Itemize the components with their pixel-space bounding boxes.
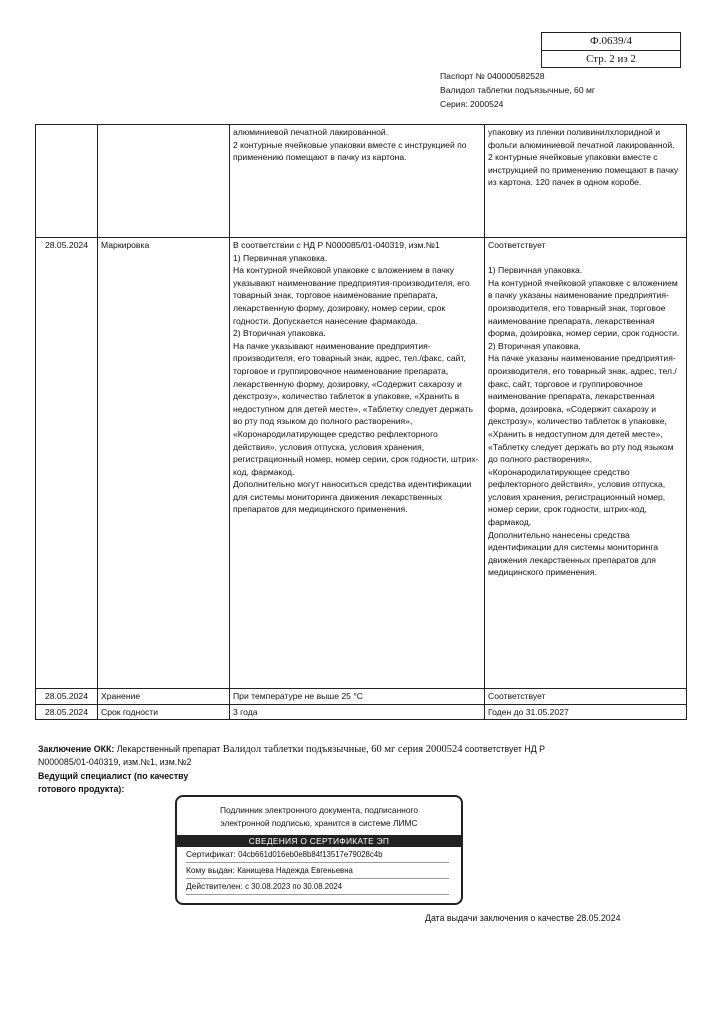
row-name: Срок годности bbox=[98, 704, 230, 720]
passport-product: Валидол таблетки подъязычные, 60 мг bbox=[440, 85, 596, 95]
row-date bbox=[36, 125, 98, 238]
row-date: 28.05.2024 bbox=[36, 689, 98, 705]
stamp-original-note: Подлинник электронного документа, подписанного электронной подписью, хранится в системе ЛИМС bbox=[219, 805, 419, 828]
stamp-header: СВЕДЕНИЯ О СЕРТИФИКАТЕ ЭП bbox=[177, 835, 461, 847]
row-name: Маркировка bbox=[98, 238, 230, 689]
row-date: 28.05.2024 bbox=[36, 704, 98, 720]
conclusion-text-before: Лекарственный препарат bbox=[116, 744, 221, 754]
stamp-issued-to bbox=[186, 863, 449, 879]
row-result: упаковку из пленки поливинилхлоридной и фольги алюминиевой печатной лакированной. 2 контурные ячейковые упаковки вместе с инструкцией по применению помещают в пачку из картона. 120 пачек в одном коробе. bbox=[485, 125, 687, 238]
conclusion-label: Заключение ОКК: bbox=[38, 744, 115, 754]
row-result: Годен до 31.05.2027 bbox=[485, 704, 687, 720]
row-requirement: алюминиевой печатной лакированной. 2 контурные ячейковые упаковки вместе с инструкцией по применению помещают в пачку из картона. bbox=[230, 125, 485, 238]
table-row bbox=[36, 689, 687, 705]
conclusion bbox=[38, 743, 598, 769]
valid-label: Действителен: bbox=[186, 881, 243, 891]
row-name bbox=[98, 125, 230, 238]
specialist-label: Ведущий специалист (по качеству готового продукта): bbox=[38, 771, 189, 794]
issued-label: Кому выдан: bbox=[186, 865, 235, 875]
conclusion-product: Валидол таблетки подъязычные, 60 мг серия 2000524 bbox=[222, 744, 463, 755]
passport-info bbox=[440, 69, 595, 111]
conclusion-text-after: соответствует НД Р N000085/01-040319, изм.№1, изм.№2 bbox=[38, 744, 546, 767]
passport-number: Паспорт № 040000582528 bbox=[440, 71, 545, 81]
electronic-signature-stamp bbox=[175, 795, 463, 905]
row-result: Соответствует bbox=[485, 689, 687, 705]
valid-value: с 30.08.2023 по 30.08.2024 bbox=[245, 882, 343, 891]
row-requirement: При температуре не выше 25 °С bbox=[230, 689, 485, 705]
form-code: Ф.0639/4 bbox=[590, 35, 632, 47]
certificate-label: Сертификат: bbox=[186, 849, 236, 859]
row-date: 28.05.2024 bbox=[36, 238, 98, 689]
row-name: Хранение bbox=[98, 689, 230, 705]
passport-series: Серия: 2000524 bbox=[440, 99, 504, 109]
stamp-validity bbox=[186, 879, 449, 895]
issue-date: Дата выдачи заключения о качестве 28.05.2024 bbox=[425, 913, 621, 923]
row-requirement: В соответствии с НД Р N000085/01-040319, изм.№1 1) Первичная упаковка. На контурной ячейковой упаковке с вложением в пачку указывают наименование предприятия-производителя, его товарный знак, торговое наименование препарата, лекарственную форму, дозировку, номер серии, срок годности. Допускается нанесение фармакода. 2) Вторичная упаковка. На пачке указывают наименование предприятия-производителя, его товарный знак, адрес, тел./факс, сайт, торговое и группировочное наименование препарата, лекарственную форму, дозировку, «Содержит сахарозу и декстрозу», количество таблеток в упаковке, «Хранить в недоступном для детей месте», «Таблетку следует держать во рту под языком до полного растворения», «Коронародилатирующее средство рефлекторного действия», условия отпуска, условия хранения, регистрационный номер, номер серии, срок годности, штрих-код, фармакод. Дополнительно могут наноситься средства идентификации для системы мониторинга движения лекарственных препаратов для медицинского применения. bbox=[230, 238, 485, 689]
issued-value: Канищева Надежда Евгеньевна bbox=[237, 866, 353, 875]
table-row bbox=[36, 125, 687, 238]
form-number-box bbox=[541, 32, 681, 68]
table-row bbox=[36, 238, 687, 689]
page-number: Стр. 2 из 2 bbox=[542, 50, 680, 68]
quality-table bbox=[35, 124, 687, 720]
row-requirement: 3 года bbox=[230, 704, 485, 720]
stamp-certificate bbox=[186, 847, 449, 863]
certificate-value: 04cb661d016eb0e8b84f13517e79028c4b bbox=[238, 850, 383, 859]
row-result: Соответствует 1) Первичная упаковка. На контурной ячейковой упаковке с вложением в пачку указаны наименование предприятия-производителя, его товарный знак, торговое наименование препарата, лекарственная форма, дозировка, номер серии, срок годности. 2) Вторичная упаковка. На пачке указаны наименование предприятия-производителя, его товарный знак, адрес, тел./факс, сайт, торговое и группировочное наименование препарата, лекарственная форма, дозировка, «Содержит сахарозу и декстрозу», количество таблеток в упаковке, «Хранить в недоступном для детей месте», «Таблетку следует держать во рту под языком до полного растворения», «Коронародилатирующее средство рефлекторного действия», условия отпуска, условия хранения, регистрационный номер, номер серии, срок годности, штрих-код, фармакод. Дополнительно нанесены средства идентификации для системы мониторинга движения лекарственных препаратов для медицинского применения. bbox=[485, 238, 687, 689]
table-row bbox=[36, 704, 687, 720]
